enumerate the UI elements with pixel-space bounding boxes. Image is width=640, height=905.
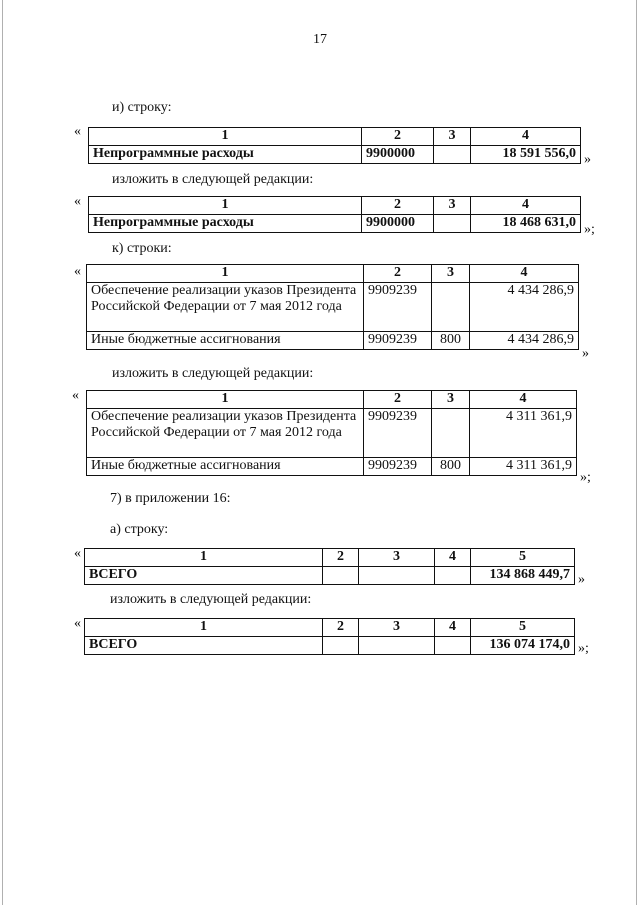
row-vr (434, 215, 471, 233)
header-cell: 1 (89, 128, 362, 146)
row-sum: 136 074 174,0 (471, 637, 575, 655)
close-quote: »; (580, 470, 591, 485)
section-i-label: и) строку: (112, 100, 172, 115)
table-i-before (88, 127, 581, 164)
row-cell (323, 567, 359, 585)
open-quote: « (74, 194, 81, 209)
row-sum: 4 434 286,9 (470, 283, 579, 332)
page-edge-left (2, 0, 3, 905)
row-cell (323, 637, 359, 655)
header-cell: 4 (471, 197, 581, 215)
header-cell: 4 (470, 265, 579, 283)
header-cell: 2 (364, 265, 432, 283)
header-cell: 1 (85, 549, 323, 567)
table-row (87, 409, 577, 458)
row-name: ВСЕГО (85, 637, 323, 655)
header-cell: 5 (471, 549, 575, 567)
row-cell (359, 567, 435, 585)
table-row (85, 637, 575, 655)
table-header-row (87, 265, 579, 283)
row-code: 9909239 (364, 409, 432, 458)
row-vr: 800 (432, 458, 470, 476)
open-quote: « (72, 388, 79, 403)
row-cell (359, 637, 435, 655)
table-i-after (88, 196, 581, 233)
row-sum: 4 434 286,9 (470, 332, 579, 350)
header-cell: 3 (432, 391, 470, 409)
table-k-after (86, 390, 577, 476)
close-quote: » (578, 572, 585, 587)
table-header-row (89, 128, 581, 146)
table-row (87, 458, 577, 476)
header-cell: 5 (471, 619, 575, 637)
row-vr (432, 283, 470, 332)
row-name: Иные бюджетные ассигнования (87, 332, 364, 350)
table-header-row (89, 197, 581, 215)
header-cell: 1 (89, 197, 362, 215)
header-cell: 4 (435, 549, 471, 567)
table-header-row (85, 619, 575, 637)
row-code: 9909239 (364, 332, 432, 350)
row-vr (432, 409, 470, 458)
replace-label: изложить в следующей редакции: (112, 366, 314, 381)
table-k-before (86, 264, 579, 350)
header-cell: 1 (87, 391, 364, 409)
close-quote: » (582, 346, 589, 361)
row-sum: 4 311 361,9 (470, 458, 577, 476)
page-number: 17 (313, 32, 327, 47)
header-cell: 4 (470, 391, 577, 409)
page-edge-right (636, 0, 637, 905)
row-name: Непрограммные расходы (89, 215, 362, 233)
row-name: Обеспечение реализации указов Президента Российской Федерации от 7 мая 2012 года (87, 409, 364, 458)
item-7-label: 7) в приложении 16: (110, 491, 231, 506)
header-cell: 3 (359, 619, 435, 637)
header-cell: 2 (362, 197, 434, 215)
header-cell: 4 (435, 619, 471, 637)
table-row (89, 146, 581, 164)
row-name: Обеспечение реализации указов Президента Российской Федерации от 7 мая 2012 года (87, 283, 364, 332)
row-vr: 800 (432, 332, 470, 350)
table-row (89, 215, 581, 233)
table-row (87, 332, 579, 350)
open-quote: « (74, 546, 81, 561)
replace-label: изложить в следующей редакции: (110, 592, 312, 607)
table-row (85, 567, 575, 585)
table-row (87, 283, 579, 332)
row-vr (434, 146, 471, 164)
header-cell: 2 (323, 549, 359, 567)
header-cell: 3 (359, 549, 435, 567)
header-cell: 3 (434, 197, 471, 215)
row-code: 9909239 (364, 458, 432, 476)
open-quote: « (74, 264, 81, 279)
close-quote: »; (584, 222, 595, 237)
header-cell: 1 (85, 619, 323, 637)
row-name: Непрограммные расходы (89, 146, 362, 164)
header-cell: 3 (434, 128, 471, 146)
close-quote: » (584, 152, 591, 167)
row-sum: 18 468 631,0 (471, 215, 581, 233)
open-quote: « (74, 124, 81, 139)
close-quote: »; (578, 641, 589, 656)
table-a-before (84, 548, 575, 585)
row-cell (435, 567, 471, 585)
row-cell (435, 637, 471, 655)
header-cell: 1 (87, 265, 364, 283)
row-code: 9909239 (364, 283, 432, 332)
row-sum: 18 591 556,0 (471, 146, 581, 164)
header-cell: 2 (323, 619, 359, 637)
table-a-after (84, 618, 575, 655)
row-code: 9900000 (362, 215, 434, 233)
section-k-label: к) строки: (112, 241, 172, 256)
header-cell: 2 (364, 391, 432, 409)
header-cell: 3 (432, 265, 470, 283)
table-header-row (85, 549, 575, 567)
row-sum: 134 868 449,7 (471, 567, 575, 585)
section-a-label: а) строку: (110, 522, 169, 537)
header-cell: 4 (471, 128, 581, 146)
replace-label: изложить в следующей редакции: (112, 172, 314, 187)
open-quote: « (74, 616, 81, 631)
row-name: ВСЕГО (85, 567, 323, 585)
row-sum: 4 311 361,9 (470, 409, 577, 458)
header-cell: 2 (362, 128, 434, 146)
table-header-row (87, 391, 577, 409)
row-name: Иные бюджетные ассигнования (87, 458, 364, 476)
row-code: 9900000 (362, 146, 434, 164)
